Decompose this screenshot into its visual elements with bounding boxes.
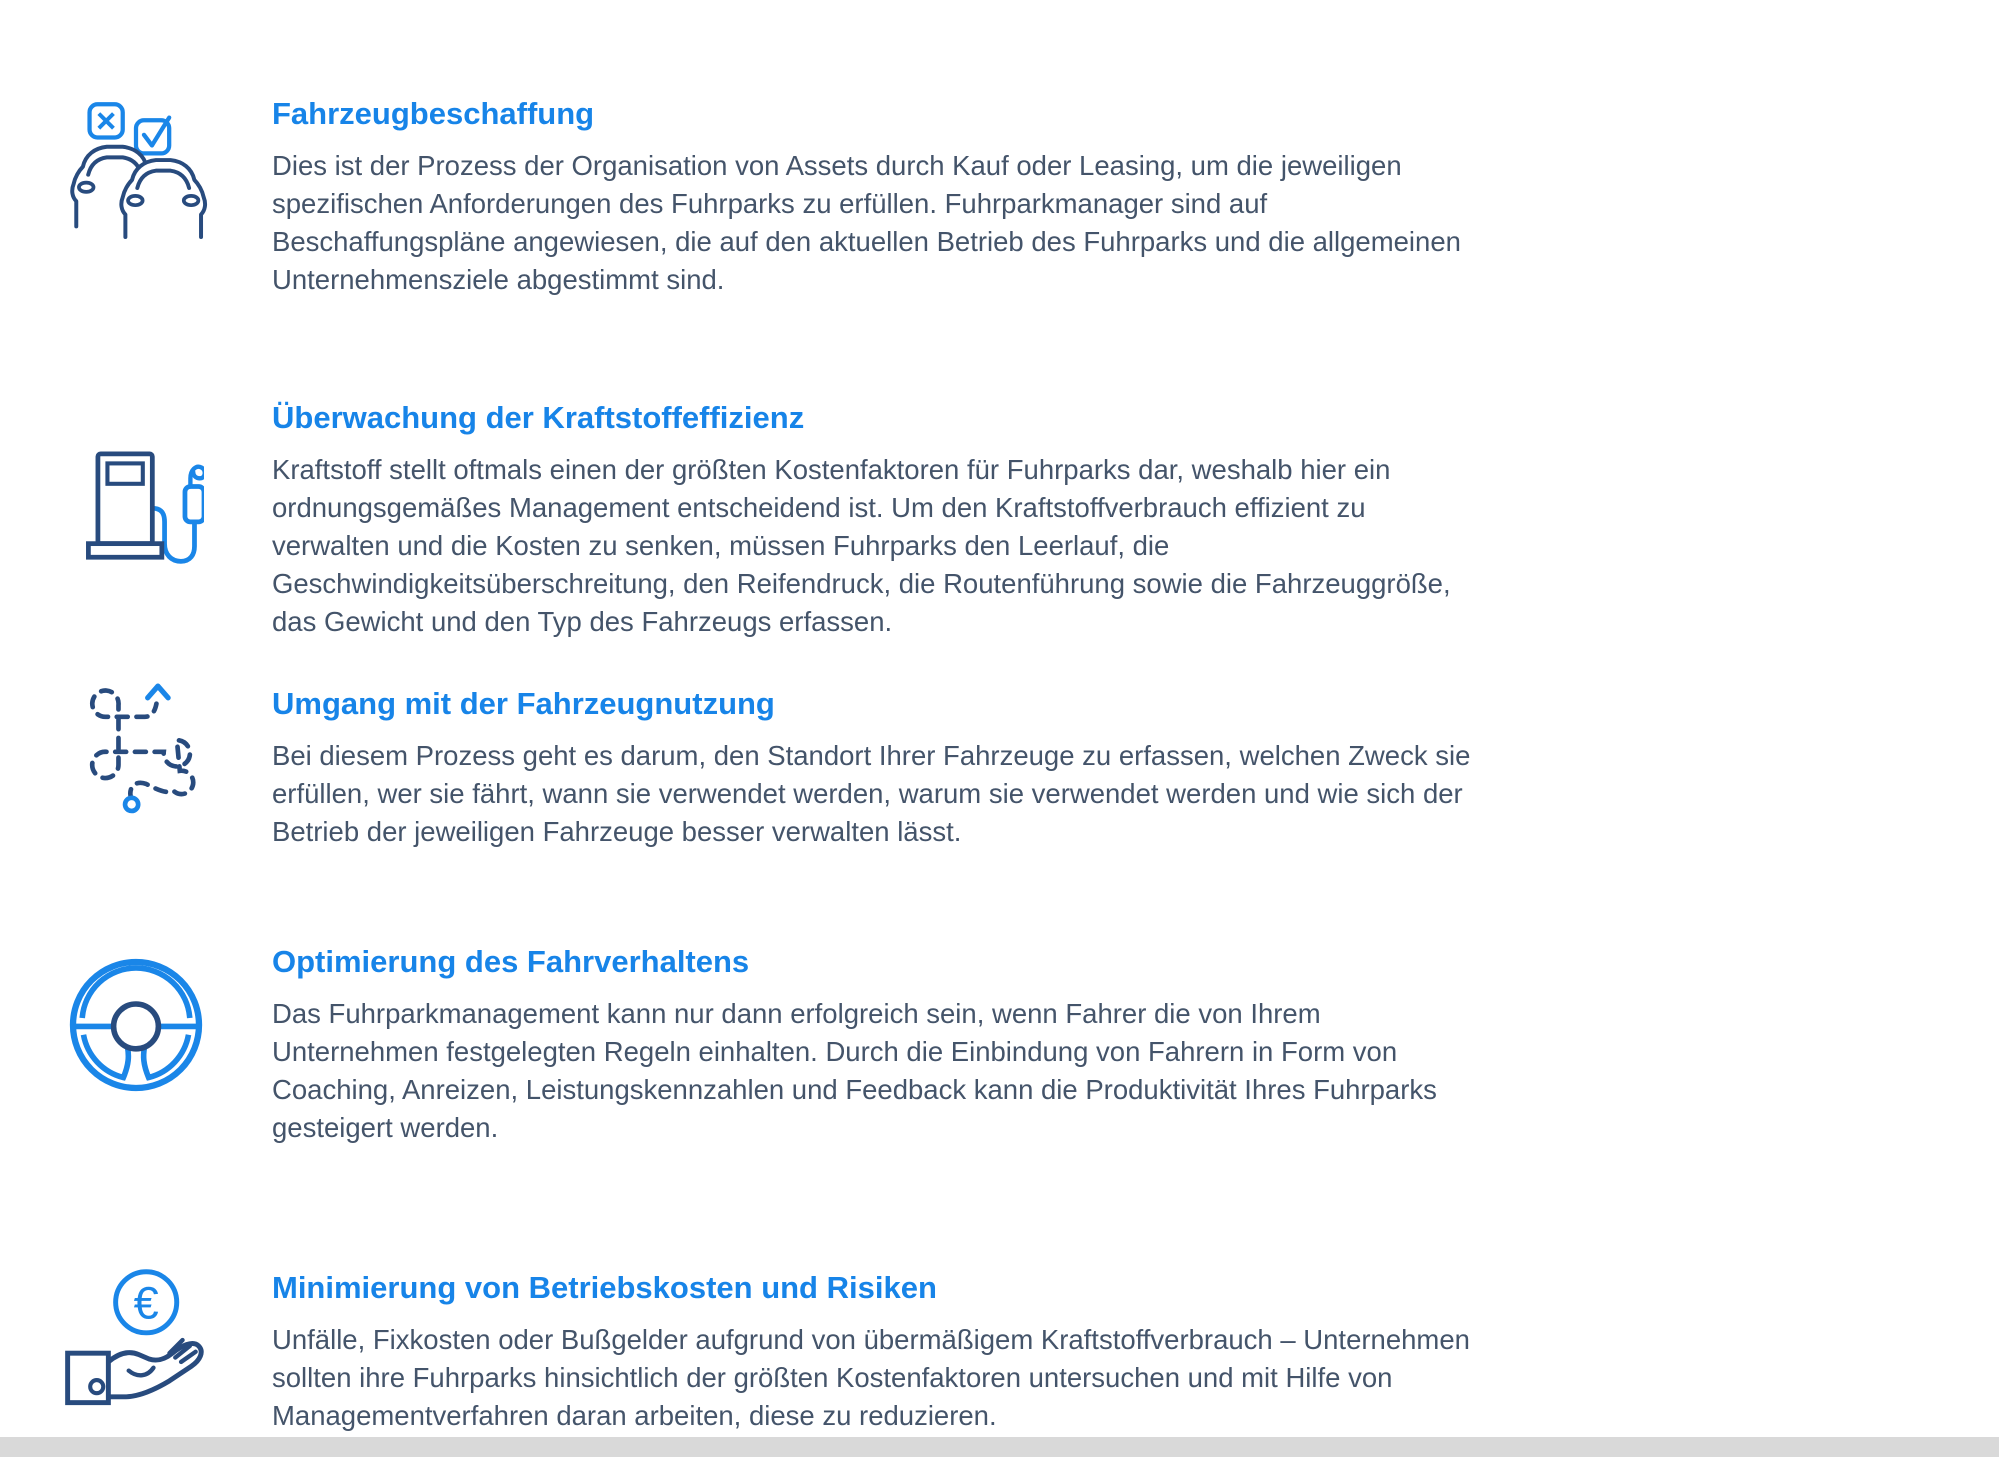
section-heading: Fahrzeugbeschaffung	[272, 96, 595, 131]
section-body: Das Fuhrparkmanagement kann nur dann erfolgreich sein, wenn Fahrer die von Ihrem Unternehmen festgelegten Regeln einhalten. Durch die Einbindung von Fahrern in Form von Coaching, Anreizen, Leistungskennzahlen und Feedback kann die Produktivität Ihres Fuhrparks gesteigert werden.	[272, 998, 1437, 1143]
section-driver-behavior	[0, 943, 1999, 1147]
section-heading: Optimierung des Fahrverhaltens	[272, 944, 750, 979]
fuel-pump-euro-icon	[0, 399, 272, 579]
section-body: Bei diesem Prozess geht es darum, den Standort Ihrer Fahrzeuge zu erfassen, welchen Zweck sie erfüllen, wer sie fährt, wann sie verwendet werden, warum sie verwendet werden und wie sich der Betrieb der jeweiligen Fahrzeuge besser verwalten lässt.	[272, 740, 1471, 847]
vehicle-procurement-icon	[0, 95, 272, 247]
section-vehicle-usage	[0, 685, 1999, 851]
section-heading: Umgang mit der Fahrzeugnutzung	[272, 686, 775, 721]
section-cost-risk	[0, 1269, 1999, 1435]
footer-bar	[0, 1437, 1999, 1457]
section-body: Unfälle, Fixkosten oder Bußgelder aufgrund von übermäßigem Kraftstoffverbrauch – Unternehmen sollten ihre Fuhrparks hinsichtlich der größten Kostenfaktoren untersuchen und mit Hilfe von Managementverfahren daran arbeiten, diese zu reduzieren.	[272, 1324, 1470, 1431]
hand-euro-coin-icon	[0, 1269, 272, 1423]
euro-symbol: €	[133, 1277, 159, 1329]
section-vehicle-procurement	[0, 95, 1999, 299]
section-heading: Minimierung von Betriebskosten und Risiken	[272, 1270, 937, 1305]
route-path-icon	[0, 685, 272, 819]
steering-wheel-icon	[0, 943, 272, 1095]
section-body: Dies ist der Prozess der Organisation von Assets durch Kauf oder Leasing, um die jeweiligen spezifischen Anforderungen des Fuhrparks zu erfüllen. Fuhrparkmanager sind auf Beschaffungspläne angewiesen, die auf den aktuellen Betrieb des Fuhrparks und die allgemeinen Unternehmensziele abgestimmt sind.	[272, 150, 1461, 295]
section-fuel-efficiency	[0, 399, 1999, 641]
section-heading: Überwachung der Kraftstoffeffizienz	[272, 400, 805, 435]
section-body: Kraftstoff stellt oftmals einen der größten Kostenfaktoren für Fuhrparks dar, weshalb hier ein ordnungsgemäßes Management entscheidend ist. Um den Kraftstoffverbrauch effizient zu verwalten und die Kosten zu senken, müssen Fuhrparks den Leerlauf, die Geschwindigkeitsüberschreitung, den Reifendruck, die Routenführung sowie die Fahrzeuggröße, das Gewicht und den Typ des Fahrzeugs erfassen.	[272, 454, 1451, 637]
